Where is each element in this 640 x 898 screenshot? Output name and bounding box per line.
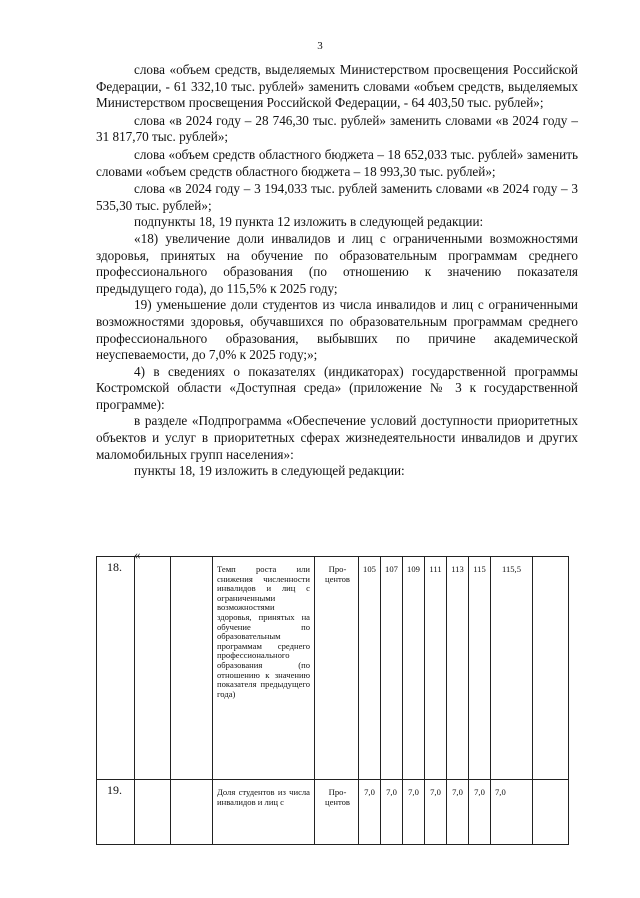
empty-cell — [135, 780, 171, 845]
empty-cell — [135, 557, 171, 780]
empty-cell — [171, 780, 213, 845]
paragraph-1: слова «объем средств, выделяемых Министерством просвещения Российской Федерации, - 61 332,10 тыс. рублей» заменить словами «объем средств, выделяемых Министерством просвещения Российской Федерации, - 64 403,50 тыс. рублей»; — [96, 62, 578, 111]
value-cell: 107 — [381, 557, 403, 780]
value-cell: 113 — [447, 557, 469, 780]
value-cell: 105 — [359, 557, 381, 780]
indicator-name: Темп роста или снижения численности инвалидов и лиц с ограниченными возможностями здоровья, принятых на обучение по образовательным программам среднего профессионального образования (по отношению к значению показателя предыдущего года) — [213, 557, 315, 780]
table-row — [97, 557, 569, 780]
value-cell: 7,0 — [491, 780, 533, 845]
value-cell: 7,0 — [359, 780, 381, 845]
paragraph-7: 19) уменьшение доли студентов из числа инвалидов и лиц с ограниченными возможностями здоровья, обучавшихся по образовательным программам среднего профессионального образования, выбывших по причине академической неуспеваемости, до 7,0% к 2025 году;»; — [96, 297, 578, 363]
table-row — [97, 780, 569, 845]
indicator-name: Доля студентов из числа инвалидов и лиц с — [213, 780, 315, 845]
paragraph-9: в разделе «Подпрограмма «Обеспечение условий доступности приоритетных объектов и услуг в приоритетных сферах жизнедеятельности инвалидов и других маломобильных групп населения»: — [96, 413, 578, 462]
value-cell: 111 — [425, 557, 447, 780]
opening-quote: « — [134, 547, 141, 562]
unit-cell: Про-центов — [315, 557, 359, 780]
page-number: 3 — [317, 40, 323, 52]
paragraph-4: слова «в 2024 году – 3 194,033 тыс. рублей заменить словами «в 2024 году – 3 535,30 тыс. рублей»; — [96, 181, 578, 213]
empty-cell — [171, 557, 213, 780]
paragraph-6: «18) увеличение доли инвалидов и лиц с ограниченными возможностями здоровья, принятых на обучение по образовательным программам среднего профессионального образования (по отношению к значению показателя предыдущего года), до 115,5% к 2025 году; — [96, 230, 578, 296]
value-cell: 7,0 — [381, 780, 403, 845]
paragraph-3: слова «объем средств областного бюджета – 18 652,033 тыс. рублей» заменить словами «объем средств областного бюджета – 18 993,30 тыс. рублей»; — [96, 146, 578, 179]
paragraph-5: подпункты 18, 19 пункта 12 изложить в следующей редакции: — [134, 214, 484, 230]
document-body — [96, 62, 578, 480]
value-cell: 7,0 — [403, 780, 425, 845]
row-number: 19. — [97, 780, 135, 845]
value-cell: 7,0 — [469, 780, 491, 845]
value-cell: 109 — [403, 557, 425, 780]
row-number: 18. — [97, 557, 135, 780]
empty-cell — [533, 557, 569, 780]
paragraph-10: пункты 18, 19 изложить в следующей редакции: — [134, 463, 405, 479]
value-cell: 115,5 — [491, 557, 533, 780]
paragraph-8: 4) в сведениях о показателях (индикаторах) государственной программы Костромской области «Доступная среда» (приложение № 3 к государственной программе): — [96, 363, 578, 412]
value-cell: 7,0 — [447, 780, 469, 845]
value-cell: 115 — [469, 557, 491, 780]
paragraph-2: слова «в 2024 году – 28 746,30 тыс. рублей» заменить словами «в 2024 году – 31 817,70 тыс. рублей»; — [96, 112, 578, 145]
value-cell: 7,0 — [425, 780, 447, 845]
indicators-table — [96, 556, 569, 845]
empty-cell — [533, 780, 569, 845]
unit-cell: Про-центов — [315, 780, 359, 845]
